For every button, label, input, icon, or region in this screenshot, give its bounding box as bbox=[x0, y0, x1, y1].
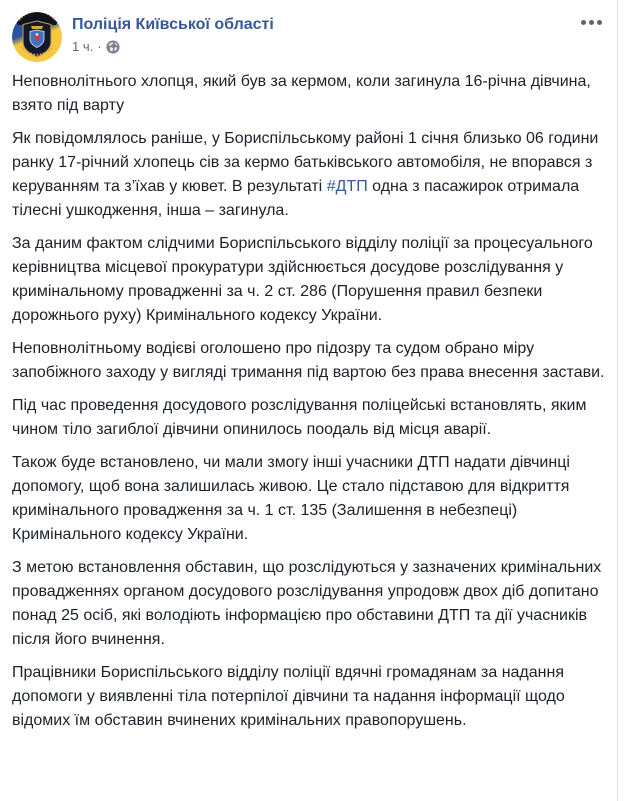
post-paragraph: Неповнолітньому водієві оголошено про підозру та судом обрано міру запобіжного заходу у вигляді тримання під вартою без права внесення застави. bbox=[12, 340, 605, 381]
meta-separator: · bbox=[97, 39, 102, 54]
post-header-text bbox=[72, 12, 579, 55]
post-paragraph bbox=[12, 127, 606, 223]
card-right-border bbox=[617, 0, 618, 801]
post-paragraph-headline: Неповнолітнього хлопця, який був за кермом, коли загинула 16-річна дівчина, взято під варту bbox=[12, 73, 591, 114]
post-paragraph: Також буде встановлено, чи мали змогу інші учасники ДТП надати дівчинці допомогу, щоб вона залишилась живою. Це стало підставою для відкриття кримінального провадження за ч. 1 ст. 135 (Залишення в небезпеці) Кримінального кодексу України. bbox=[12, 454, 570, 543]
ellipsis-icon bbox=[589, 20, 594, 25]
post-options-button[interactable] bbox=[579, 14, 604, 31]
page-avatar[interactable] bbox=[12, 12, 62, 62]
post-paragraph: Під час проведення досудового розслідування поліцейські встановлять, яким чином тіло загиблої дівчини опинилось поодаль від місця аварії. bbox=[12, 397, 587, 438]
post-meta bbox=[72, 38, 579, 55]
post-paragraph: Працівники Бориспільського відділу поліції вдячні громадянам за надання допомоги у виявленні тіла потерпілої дівчини та надання інформації щодо відомих їм обставин вчинених кримінальних правопорушень. bbox=[12, 664, 565, 729]
ellipsis-icon bbox=[581, 20, 586, 25]
hashtag-dtp-link[interactable]: #ДТП bbox=[326, 178, 368, 195]
timestamp-link[interactable]: 1 ч. bbox=[72, 39, 94, 54]
post-paragraph: З метою встановлення обставин, що розслідуються у зазначених кримінальних провадженнях органом досудового розслідування упродовж двох діб допитано понад 25 осіб, які володіють інформацією про обставини ДТП та дії учасників після його вчинення. bbox=[12, 559, 602, 648]
post-body bbox=[0, 70, 618, 733]
kyiv-oblast-police-emblem-icon bbox=[12, 12, 62, 62]
post-text: Як повідомлялось раніше, у Бориспільському районі 1 січня близько 06 години ранку 17-річний хлопець сів за кермо батьківського автомобіля, не впорався з керуванням та з’їхав у кювет. В результаті bbox=[12, 130, 599, 195]
post-paragraph: За даним фактом слідчими Бориспільського відділу поліції за процесуального керівництва місцевої прокуратури здійснюється досудове розслідування у кримінальному провадженні за ч. 2 ст. 286 (Порушення правил безпеки дорожнього руху) Кримінального кодексу України. bbox=[12, 235, 593, 324]
globe-icon bbox=[106, 40, 120, 54]
post-header bbox=[0, 0, 618, 70]
page-name-link[interactable]: Поліція Київської області bbox=[72, 16, 274, 33]
ellipsis-icon bbox=[597, 20, 602, 25]
post-text: одна з пасажирок отримала тілесні ушкодження, інша – загинула. bbox=[12, 178, 580, 219]
